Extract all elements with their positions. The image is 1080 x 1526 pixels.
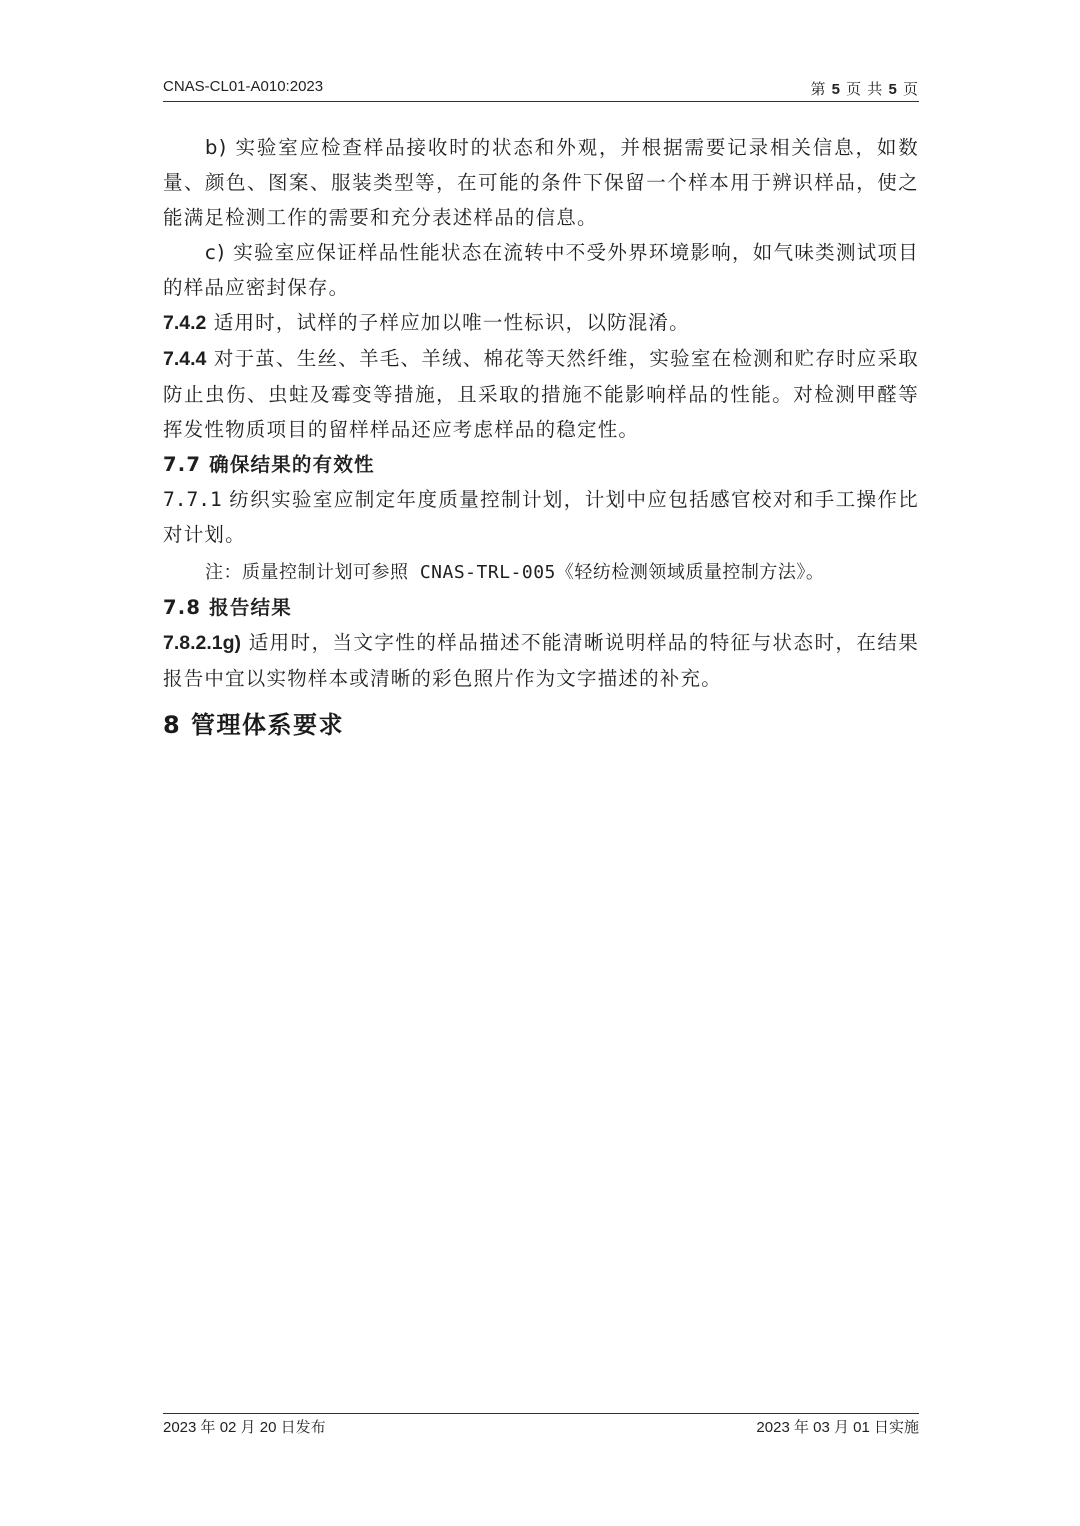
clause-7-4-4 — [163, 341, 919, 447]
document-code: CNAS-CL01-A010:2023 — [163, 78, 324, 95]
clause-text: 适用时，试样的子样应加以唯一性标识，以防混淆。 — [206, 311, 690, 334]
clause-text: 适用时，当文字性的样品描述不能清晰说明样品的特征与状态时，在结果报告中宜以实物样本或清晰的彩色照片作为文字描述的补充。 — [163, 631, 919, 690]
paragraph-c: c) 实验室应保证样品性能状态在流转中不受外界环境影响，如气味类测试项目的样品应密封保存。 — [163, 241, 919, 299]
page-footer — [163, 1416, 919, 1440]
clause-number: 7.4.4 — [163, 348, 207, 370]
header-divider — [163, 101, 919, 102]
page-number: 第 5 页 共 5 页 — [810, 81, 919, 98]
note-text: 注：质量控制计划可参照 CNAS-TRL-005《轻纺检测领域质量控制方法》。 — [205, 562, 825, 583]
clause-number: 7.7.1 — [163, 488, 222, 511]
footer-divider — [163, 1413, 919, 1414]
clause-7-4-2 — [163, 305, 919, 341]
document-body — [163, 130, 919, 696]
clause-7-7-1 — [163, 482, 919, 552]
page-header — [163, 76, 919, 100]
issue-date: 2023 年 02 月 20 日发布 — [163, 1419, 326, 1436]
section-heading-7-7: 7.7 确保结果的有效性 — [163, 453, 375, 476]
clause-number: 7.4.2 — [163, 312, 207, 334]
chapter-heading-8: 8 管理体系要求 — [163, 711, 345, 739]
page-total: 5 — [888, 81, 898, 98]
clause-number: 7.8.2.1g) — [163, 632, 242, 654]
paragraph-b: b) 实验室应检查样品接收时的状态和外观，并根据需要记录相关信息，如数量、颜色、图案、服装类型等，在可能的条件下保留一个样本用于辨识样品，使之能满足检测工作的需要和充分表述样品的信息。 — [163, 136, 919, 229]
effective-date: 2023 年 03 月 01 日实施 — [756, 1419, 919, 1436]
section-heading-7-8: 7.8 报告结果 — [163, 596, 292, 619]
page-current: 5 — [831, 81, 841, 98]
clause-text: 纺织实验室应制定年度质量控制计划，计划中应包括感官校对和手工操作比对计划。 — [163, 488, 919, 546]
clause-7-8-2-1g — [163, 625, 919, 696]
clause-text: 对于茧、生丝、羊毛、羊绒、棉花等天然纤维，实验室在检测和贮存时应采取防止虫伤、虫蛀及霉变等措施，且采取的措施不能影响样品的性能。对检测甲醛等挥发性物质项目的留样样品还应考虑样品的稳定性。 — [163, 347, 919, 441]
